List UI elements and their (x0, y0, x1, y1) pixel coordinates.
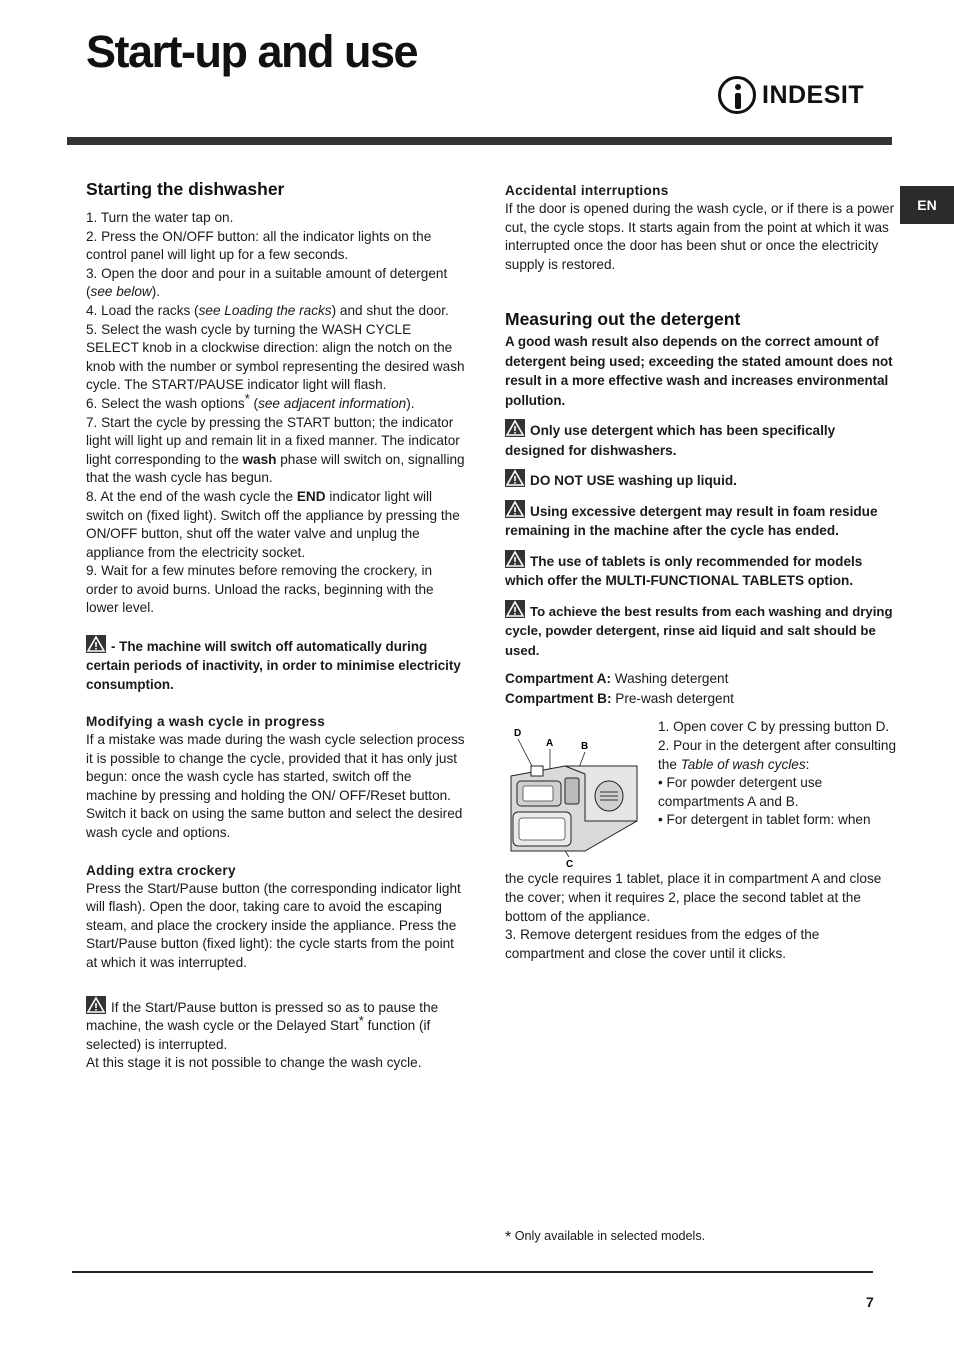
adding-heading: Adding extra crockery (86, 862, 236, 878)
right-column (505, 182, 897, 961)
warning-icon (505, 419, 525, 437)
modifying-heading: Modifying a wash cycle in progress (86, 714, 326, 730)
diagram-label-b: B (581, 741, 589, 753)
detergent-warning-4: The use of tablets is only recommended for models which offer the MULTI-FUNCTIONAL TABLETS option. (505, 550, 897, 591)
diagram-label-d: D (514, 728, 522, 740)
accidental-text: If the door is opened during the wash cycle, or if there is a power cut, the cycle stops. It starts again from the point at which it was interrupted once the door has been shut or once the electricity supply is restored. (505, 201, 895, 272)
step-7: 7. Start the cycle by pressing the START button; the indicator light will light up and remain lit in a fixed manner. The indicator light corresponding to the wash phase will switch on, signalling that the wash cycle has begun. (86, 414, 465, 486)
footnote: * Only available in selected models. (505, 1229, 706, 1246)
diagram-label-a: A (546, 738, 554, 750)
warning-icon (505, 600, 525, 618)
step-2: 2. Press the ON/OFF button: all the indicator lights on the control panel will light up for a few seconds. (86, 228, 432, 263)
brand-name: INDESIT (762, 80, 865, 109)
compartment-b: Compartment B: Pre-wash detergent (505, 691, 734, 707)
pause-note: If the Start/Pause button is pressed so as to pause the machine, the wash cycle or the Delayed Start* function (if selected) is interrupted. (86, 996, 466, 1055)
page-number: 7 (866, 1294, 874, 1310)
detergent-step-1: 1. Open cover C by pressing button D. (658, 719, 890, 735)
detergent-warning-3: Using excessive detergent may result in foam residue remaining in the machine after the cycle has ended. (505, 500, 897, 541)
diagram-label-c: C (566, 859, 574, 871)
step-3: 3. Open the door and pour in a suitable amount of detergent (see below). (86, 265, 448, 300)
warning-icon (505, 469, 525, 487)
measuring-intro: A good wash result also depends on the correct amount of detergent being used; exceeding the stated amount does not result in a more effective wash and increases environmental pollution. (505, 334, 893, 408)
detergent-bullet-1: • For powder detergent use compartments A and B. (658, 775, 823, 809)
indesit-logo (718, 76, 864, 114)
warning-icon (505, 550, 525, 568)
step-6: 6. Select the wash options* (see adjacent information). (86, 390, 415, 411)
warning-icon (505, 500, 525, 518)
detergent-step-2: 2. Pour in the detergent after consulting the Table of wash cycles: (658, 737, 897, 772)
modifying-text: If a mistake was made during the wash cycle selection process it is possible to change the cycle, provided that it has only just begun: once the wash cycle has started, switch off the machine by pressing and holding the ON/ OFF/Reset button. Switch it back on using the same button and select the desired wash cycle and options. (86, 732, 465, 841)
indesit-logo-icon (718, 76, 756, 114)
measuring-heading: Measuring out the detergent (505, 309, 741, 330)
detergent-step-3: 3. Remove detergent residues from the edges of the compartment and close the cover until it clicks. (505, 927, 820, 961)
detergent-steps (658, 718, 898, 830)
step-9: 9. Wait for a few minutes before removing the crockery, in order to avoid burns. Unload the racks, beginning with the lower level. (86, 563, 434, 616)
detergent-steps-continued (505, 870, 897, 963)
accidental-heading: Accidental interruptions (505, 183, 669, 198)
detergent-bullet-2-cont: the cycle requires 1 tablet, place it in compartment A and close the cover; when it requires 2, place the second tablet at the bottom of the appliance. (505, 871, 882, 924)
starting-heading: Starting the dishwasher (86, 179, 285, 199)
step-4: 4. Load the racks (see Loading the racks) and shut the door. (86, 302, 449, 318)
detergent-dispenser-diagram (505, 726, 645, 876)
left-column (86, 178, 466, 1073)
step-5: 5. Select the wash cycle by turning the WASH CYCLE SELECT knob in a clockwise direction: align the notch on the knob with the number or symbol representing the desired wash cycle. The START/PAUSE indicator light will flash. (86, 321, 465, 393)
page-title: Start-up and use (86, 26, 418, 77)
language-tab: EN (900, 186, 954, 224)
header-rule (67, 137, 892, 145)
detergent-instructions (505, 718, 897, 961)
compartment-a: Compartment A: Washing detergent (505, 671, 729, 687)
detergent-warning-1: Only use detergent which has been specifically designed for dishwashers. (505, 419, 897, 460)
auto-off-warning: - The machine will switch off automatically during certain periods of inactivity, in order to minimise electricity consumption. (86, 635, 466, 694)
warning-icon (86, 996, 106, 1014)
step-8: 8. At the end of the wash cycle the END indicator light will switch on (fixed light). Switch off the appliance by pressing the ON/OFF button, shut off the water valve and unplug the appliance from the electricity socket. (86, 488, 460, 560)
warning-icon (86, 635, 106, 653)
pause-note-2: At this stage it is not possible to change the wash cycle. (86, 1055, 422, 1071)
step-1: 1. Turn the water tap on. (86, 210, 234, 225)
detergent-warning-2: DO NOT USE washing up liquid. (505, 469, 897, 491)
adding-text: Press the Start/Pause button (the corresponding indicator light will flash). Open the door, taking care to avoid the escaping steam, and place the crockery inside the appliance. Press the Start/Pause button (fixed light): the cycle starts from the point at which it was interrupted. (86, 880, 461, 970)
footer-rule (72, 1271, 873, 1273)
detergent-bullet-2: • For detergent in tablet form: when (658, 812, 871, 828)
detergent-warning-5: To achieve the best results from each washing and drying cycle, powder detergent, rinse aid liquid and salt should be used. (505, 600, 897, 661)
